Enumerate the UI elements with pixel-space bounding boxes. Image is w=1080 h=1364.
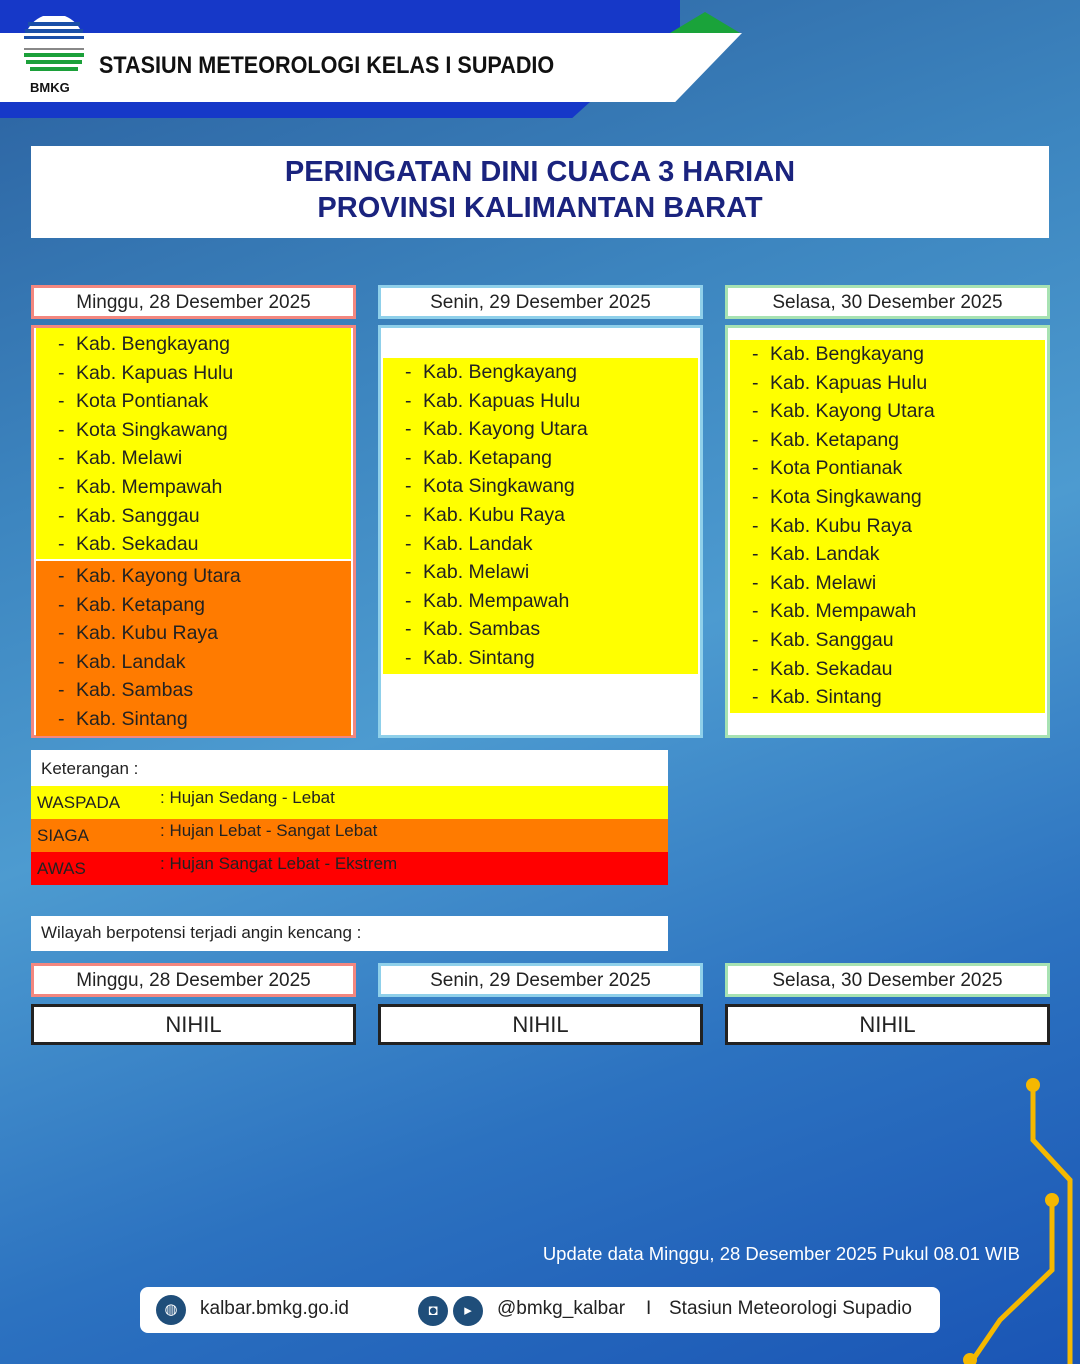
regency-name: Kota Singkawang bbox=[770, 485, 922, 508]
regency-item bbox=[730, 683, 1045, 712]
regency-item bbox=[36, 705, 351, 734]
regency-item bbox=[36, 359, 351, 388]
youtube-icon[interactable]: ▸ bbox=[453, 1296, 483, 1326]
bullet: - bbox=[405, 446, 412, 469]
header-bottom-band bbox=[0, 102, 590, 118]
regency-item bbox=[36, 387, 351, 416]
legend-level: WASPADA bbox=[37, 793, 121, 812]
bullet: - bbox=[752, 371, 759, 394]
bullet: - bbox=[405, 589, 412, 612]
regency-name: Kab. Ketapang bbox=[76, 593, 206, 616]
title-line-1: PERINGATAN DINI CUACA 3 HARIAN bbox=[284, 156, 796, 188]
siaga-list bbox=[36, 561, 351, 736]
regency-name: Kab. Sintang bbox=[76, 707, 188, 730]
regency-name: Kab. Bengkayang bbox=[76, 333, 230, 355]
station-name: STASIUN METEOROLOGI KELAS I SUPADIO bbox=[99, 52, 555, 79]
bullet: - bbox=[58, 707, 65, 730]
regency-item bbox=[36, 619, 351, 648]
regency-item bbox=[730, 597, 1045, 626]
bullet: - bbox=[405, 561, 412, 584]
bullet: - bbox=[58, 650, 65, 673]
regency-name: Kab. Bengkayang bbox=[423, 361, 577, 383]
bullet: - bbox=[405, 618, 412, 641]
regency-item bbox=[730, 426, 1045, 455]
bullet: - bbox=[752, 485, 759, 508]
bullet: - bbox=[752, 457, 759, 480]
regency-name: Kab. Mempawah bbox=[770, 600, 917, 623]
bullet: - bbox=[58, 533, 65, 556]
regency-item bbox=[383, 558, 698, 587]
regency-name: Kota Singkawang bbox=[423, 475, 575, 498]
globe-icon: ◍ bbox=[156, 1295, 186, 1325]
day-1-warnings bbox=[31, 325, 356, 738]
day-1-date: Minggu, 28 Desember 2025 bbox=[31, 285, 356, 319]
legend-title-text: Keterangan : bbox=[41, 759, 139, 778]
separator: I bbox=[646, 1298, 652, 1319]
day-2-date: Senin, 29 Desember 2025 bbox=[378, 285, 703, 319]
regency-name: Kota Pontianak bbox=[76, 390, 209, 413]
regency-item bbox=[730, 540, 1045, 569]
legend-title bbox=[31, 750, 668, 786]
bullet: - bbox=[752, 657, 759, 680]
regency-item bbox=[36, 676, 351, 705]
legend-desc: : Hujan Lebat - Sangat Lebat bbox=[160, 821, 378, 840]
station-label: Stasiun Meteorologi Supadio bbox=[669, 1298, 912, 1319]
regency-name: Kab. Kapuas Hulu bbox=[423, 389, 581, 412]
footer-bar bbox=[140, 1287, 940, 1333]
regency-item bbox=[383, 530, 698, 559]
social-handle[interactable]: @bmkg_kalbar bbox=[497, 1298, 626, 1319]
regency-item bbox=[730, 340, 1045, 369]
regency-item bbox=[383, 615, 698, 644]
bullet: - bbox=[752, 571, 759, 594]
regency-item bbox=[730, 655, 1045, 684]
legend-level: AWAS bbox=[37, 859, 86, 878]
regency-name: Kab. Ketapang bbox=[770, 428, 900, 451]
bullet: - bbox=[405, 418, 412, 441]
bullet: - bbox=[752, 514, 759, 537]
regency-name: Kab. Bengkayang bbox=[770, 343, 924, 365]
regency-item bbox=[36, 502, 351, 531]
regency-name: Kota Singkawang bbox=[76, 418, 228, 441]
regency-name: Kab. Kubu Raya bbox=[423, 503, 566, 526]
regency-name: Kab. Kayong Utara bbox=[770, 400, 935, 423]
regency-item bbox=[383, 358, 698, 387]
header-top-band bbox=[0, 0, 1080, 33]
bullet: - bbox=[405, 475, 412, 498]
legend-awas bbox=[31, 852, 668, 885]
regency-item bbox=[383, 644, 698, 673]
regency-name: Kab. Landak bbox=[423, 532, 533, 555]
day-3-warnings bbox=[725, 325, 1050, 738]
bullet: - bbox=[58, 447, 65, 470]
wind-day-2-date: Senin, 29 Desember 2025 bbox=[378, 963, 703, 997]
wind-day-3-value: NIHIL bbox=[725, 1004, 1050, 1045]
bullet: - bbox=[405, 646, 412, 669]
regency-name: Kab. Melawi bbox=[423, 561, 530, 584]
bullet: - bbox=[405, 389, 412, 412]
bullet: - bbox=[752, 686, 759, 709]
regency-name: Kab. Mempawah bbox=[76, 475, 223, 498]
bullet: - bbox=[58, 565, 65, 587]
bullet: - bbox=[58, 418, 65, 441]
regency-name: Kab. Kapuas Hulu bbox=[770, 371, 928, 394]
regency-name: Kab. Sekadau bbox=[770, 657, 893, 680]
bullet: - bbox=[58, 679, 65, 702]
regency-item bbox=[36, 330, 351, 359]
regency-item bbox=[383, 501, 698, 530]
regency-name: Kab. Sambas bbox=[423, 618, 541, 641]
regency-item bbox=[383, 415, 698, 444]
day-3-date: Selasa, 30 Desember 2025 bbox=[725, 285, 1050, 319]
bullet: - bbox=[58, 333, 65, 355]
day-2-warnings bbox=[378, 325, 703, 738]
regency-name: Kota Pontianak bbox=[770, 457, 903, 480]
bullet: - bbox=[752, 600, 759, 623]
regency-item bbox=[36, 416, 351, 445]
regency-item bbox=[730, 397, 1045, 426]
update-timestamp: Update data Minggu, 28 Desember 2025 Pukul 08.01 WIB bbox=[542, 1243, 1020, 1264]
regency-item bbox=[36, 591, 351, 620]
waspada-list bbox=[383, 358, 698, 674]
waspada-list bbox=[36, 328, 351, 559]
bullet: - bbox=[58, 361, 65, 384]
regency-item bbox=[730, 483, 1045, 512]
regency-item bbox=[383, 387, 698, 416]
regency-name: Kab. Kubu Raya bbox=[770, 514, 913, 537]
page-title bbox=[31, 146, 1049, 238]
regency-item bbox=[36, 444, 351, 473]
waspada-list bbox=[730, 340, 1045, 713]
bullet: - bbox=[405, 532, 412, 555]
regency-name: Kab. Kapuas Hulu bbox=[76, 361, 234, 384]
regency-item bbox=[36, 473, 351, 502]
regency-name: Kab. Melawi bbox=[76, 447, 183, 470]
wind-day-2-value: NIHIL bbox=[378, 1004, 703, 1045]
bullet: - bbox=[405, 361, 412, 383]
wind-title bbox=[31, 916, 668, 951]
regency-name: Kab. Kubu Raya bbox=[76, 622, 219, 645]
regency-name: Kab. Sanggau bbox=[76, 504, 200, 527]
logo-text: BMKG bbox=[30, 80, 70, 95]
wind-day-1-value: NIHIL bbox=[31, 1004, 356, 1045]
regency-name: Kab. Sanggau bbox=[770, 628, 894, 651]
regency-name: Kab. Landak bbox=[770, 543, 880, 566]
regency-name: Kab. Melawi bbox=[770, 571, 877, 594]
regency-item bbox=[383, 472, 698, 501]
regency-name: Kab. Sintang bbox=[423, 646, 535, 669]
bmkg-logo bbox=[22, 16, 86, 96]
regency-item bbox=[383, 444, 698, 473]
regency-item bbox=[730, 569, 1045, 598]
regency-name: Kab. Sambas bbox=[76, 679, 194, 702]
regency-name: Kab. Kayong Utara bbox=[423, 418, 588, 441]
regency-item bbox=[730, 369, 1045, 398]
bullet: - bbox=[405, 503, 412, 526]
bullet: - bbox=[752, 543, 759, 566]
regency-name: Kab. Sekadau bbox=[76, 533, 199, 556]
legend-desc: : Hujan Sedang - Lebat bbox=[160, 788, 335, 807]
regency-name: Kab. Landak bbox=[76, 650, 186, 673]
regency-name: Kab. Mempawah bbox=[423, 589, 570, 612]
legend-level: SIAGA bbox=[37, 826, 89, 845]
title-line-2: PROVINSI KALIMANTAN BARAT bbox=[317, 192, 763, 224]
circuit-decoration bbox=[940, 1070, 1080, 1364]
instagram-icon[interactable]: ◘ bbox=[418, 1296, 448, 1326]
wind-day-3-date: Selasa, 30 Desember 2025 bbox=[725, 963, 1050, 997]
wind-day-1-date: Minggu, 28 Desember 2025 bbox=[31, 963, 356, 997]
regency-item bbox=[36, 648, 351, 677]
regency-name: Kab. Kayong Utara bbox=[76, 565, 241, 587]
bullet: - bbox=[752, 343, 759, 365]
wind-title-text: Wilayah berpotensi terjadi angin kencang : bbox=[41, 923, 362, 942]
regency-item bbox=[730, 512, 1045, 541]
regency-item bbox=[730, 454, 1045, 483]
bullet: - bbox=[752, 400, 759, 423]
bullet: - bbox=[58, 622, 65, 645]
legend-desc: : Hujan Sangat Lebat - Ekstrem bbox=[160, 854, 398, 873]
regency-name: Kab. Sintang bbox=[770, 686, 882, 709]
bullet: - bbox=[752, 428, 759, 451]
bullet: - bbox=[58, 593, 65, 616]
regency-name: Kab. Ketapang bbox=[423, 446, 553, 469]
bullet: - bbox=[752, 628, 759, 651]
website-link[interactable]: kalbar.bmkg.go.id bbox=[200, 1298, 349, 1319]
bullet: - bbox=[58, 390, 65, 413]
bullet: - bbox=[58, 504, 65, 527]
regency-item bbox=[36, 530, 351, 559]
regency-item bbox=[36, 562, 351, 591]
regency-item bbox=[730, 626, 1045, 655]
regency-item bbox=[383, 587, 698, 616]
bullet: - bbox=[58, 475, 65, 498]
